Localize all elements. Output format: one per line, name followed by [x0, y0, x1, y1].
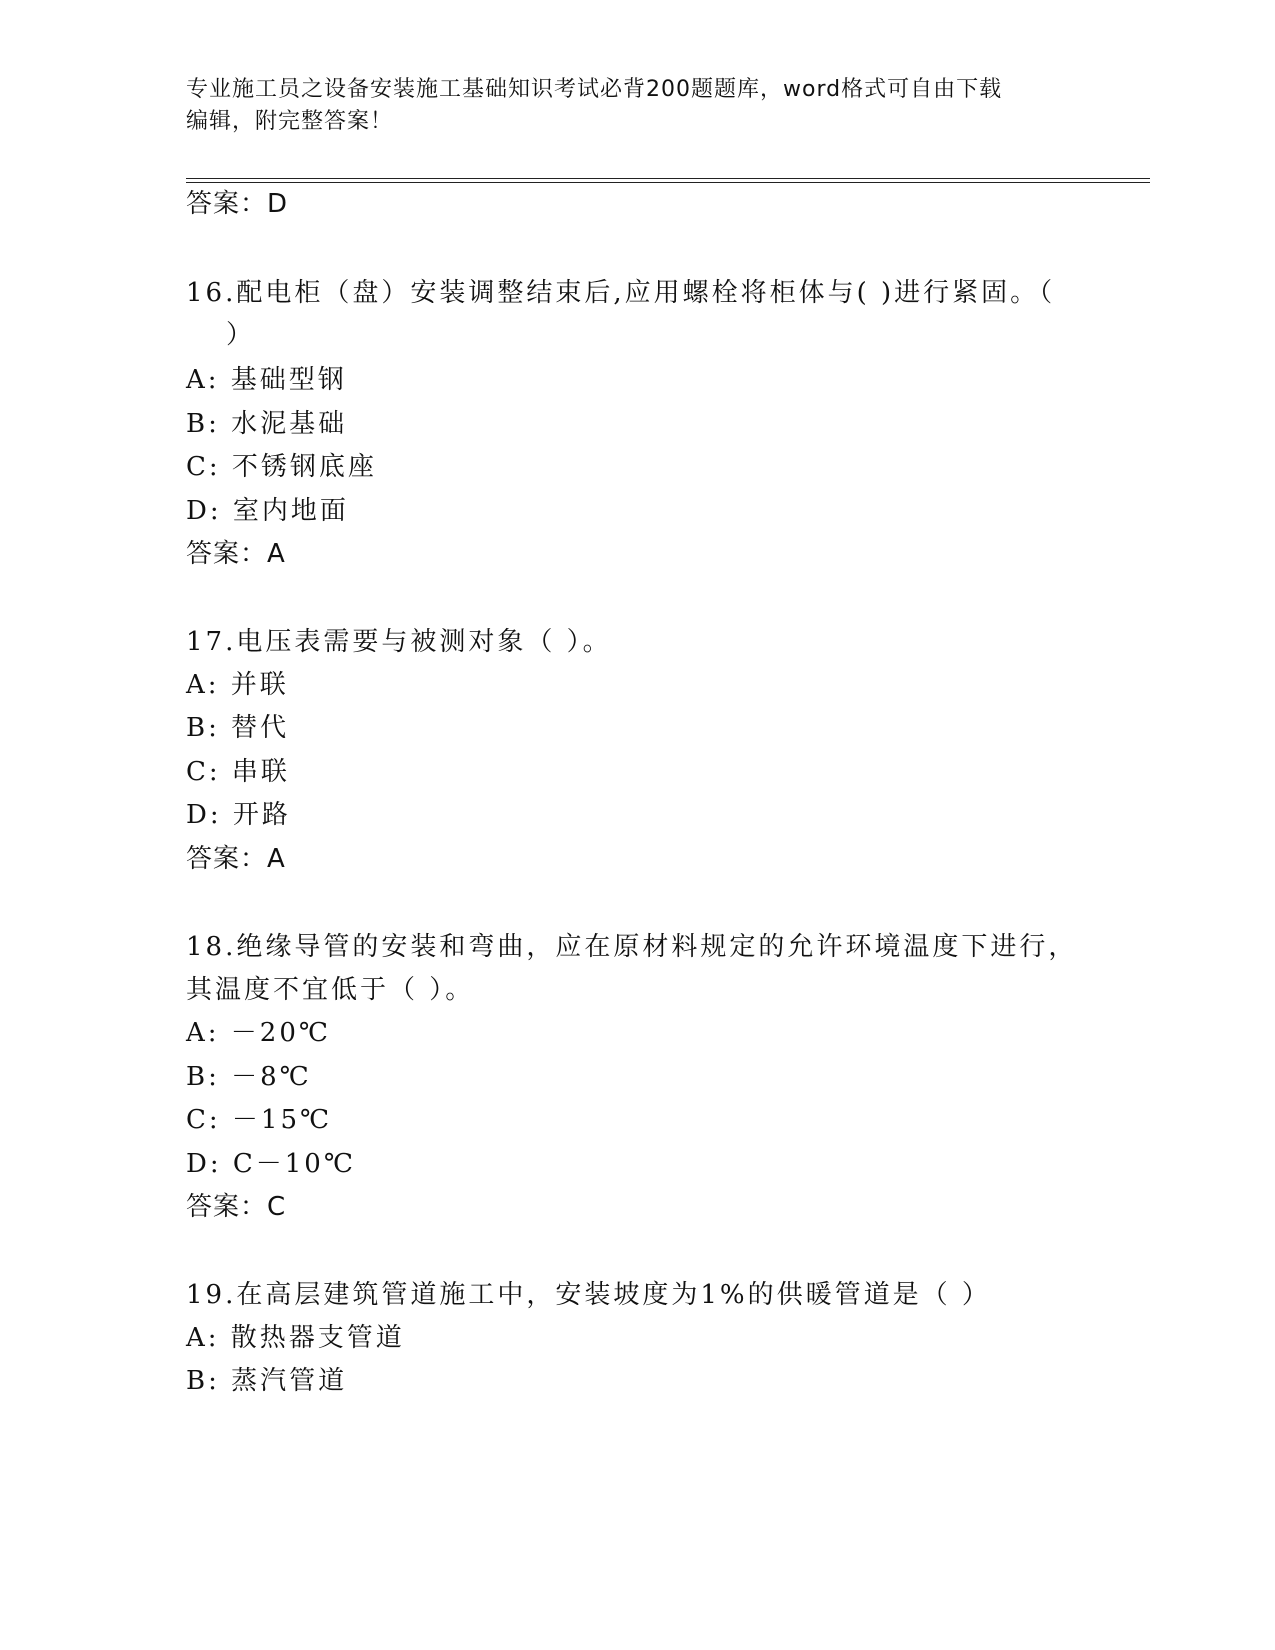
question-18-stem-cont: 其温度不宜低于（ ）。: [186, 975, 475, 1005]
question-17-option-b: B: 替代: [186, 713, 290, 743]
question-16-option-a: A: 基础型钢: [186, 365, 347, 395]
header-rule-bottom: [186, 182, 1150, 183]
question-19-option-b: B: 蒸汽管道: [186, 1366, 348, 1396]
question-17-stem: 17.电压表需要与被测对象（ ）。: [186, 627, 612, 657]
question-18-option-c: C: －15℃: [186, 1105, 333, 1135]
question-19-option-a: A: 散热器支管道: [186, 1323, 405, 1353]
question-17-option-c: C: 串联: [186, 757, 290, 787]
question-18-option-a: A: －20℃: [186, 1018, 331, 1048]
previous-answer: 答案：D: [186, 189, 289, 219]
header-line-1: 专业施工员之设备安装施工基础知识考试必背200题题库，word格式可自由下载: [186, 77, 1003, 102]
document-header: [186, 74, 1066, 138]
header-rule-top: [186, 178, 1150, 179]
question-16-answer: 答案：A: [186, 539, 286, 569]
header-line-2: 编辑，附完整答案！: [186, 109, 394, 134]
question-17-option-a: A: 并联: [186, 670, 289, 700]
question-19-stem: 19.在高层建筑管道施工中，安装坡度为1%的供暖管道是（ ）: [186, 1280, 991, 1310]
question-16-option-c: C: 不锈钢底座: [186, 452, 377, 482]
question-16-stem: 16.配电柜（盘）安装调整结束后,应用螺栓将柜体与( )进行紧固。（: [186, 278, 1056, 308]
question-16-stem-cont: ）: [226, 320, 256, 350]
question-18-option-d: D: C－10℃: [186, 1149, 356, 1179]
question-16-option-d: D: 室内地面: [186, 496, 349, 526]
question-18-stem: 18.绝缘导管的安装和弯曲，应在原材料规定的允许环境温度下进行，: [186, 932, 1078, 962]
question-18-option-b: B: －8℃: [186, 1062, 312, 1092]
question-17-answer: 答案：A: [186, 844, 286, 874]
question-18-answer: 答案：C: [186, 1192, 287, 1222]
question-17-option-d: D: 开路: [186, 800, 291, 830]
question-16-option-b: B: 水泥基础: [186, 409, 348, 439]
